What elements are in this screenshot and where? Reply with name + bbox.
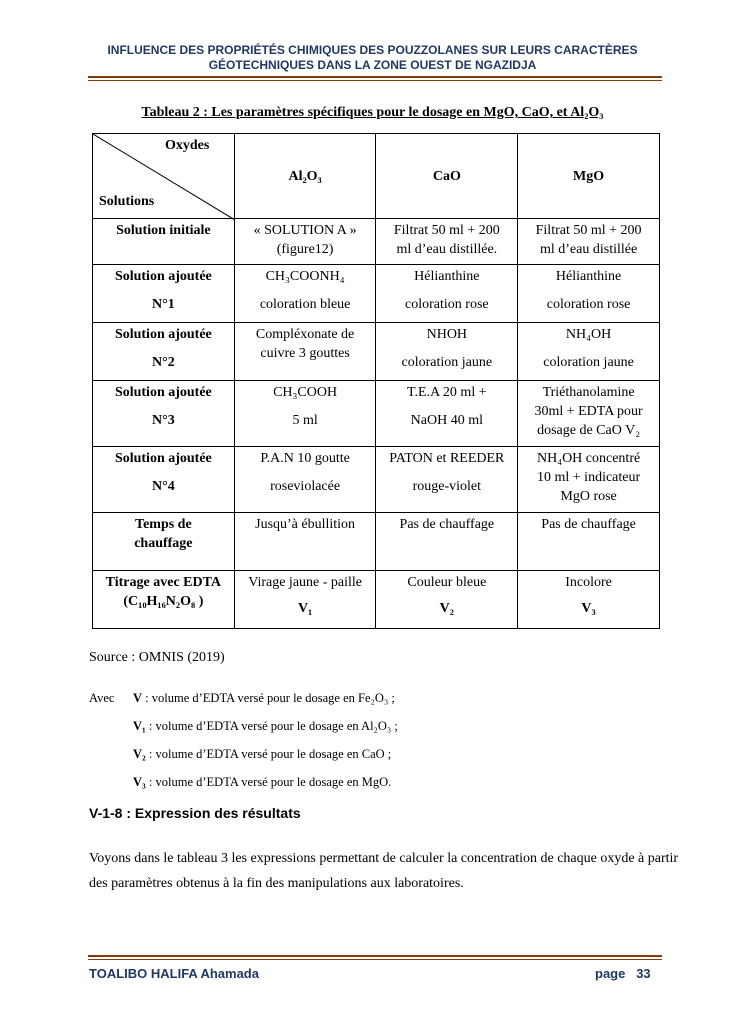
row-label-line: Solution ajoutée — [114, 451, 212, 466]
header-rule — [88, 76, 662, 78]
column-header: MgO — [518, 134, 660, 219]
cell-line: 5 ml — [292, 413, 318, 428]
cell-line: Filtrat 50 ml + 200 — [535, 223, 642, 238]
cell-line: ml d’eau distillée. — [396, 242, 498, 257]
cell-line: coloration rose — [546, 297, 631, 312]
row-label-line: chauffage — [134, 536, 193, 551]
parameters-table — [92, 133, 660, 629]
table-row — [93, 381, 660, 447]
table-cell — [234, 447, 376, 513]
table-cell — [518, 513, 660, 571]
column-header: CaO — [376, 134, 518, 219]
row-label — [93, 447, 235, 513]
cell-line: Pas de chauffage — [399, 517, 495, 532]
row-label — [93, 571, 235, 629]
header-line-2: GÉOTECHNIQUES DANS LA ZONE OUEST DE NGAZIDJA — [208, 58, 537, 72]
cell-line: Filtrat 50 ml + 200 — [393, 223, 500, 238]
page-number: 33 — [636, 966, 651, 981]
row-label — [93, 381, 235, 447]
table-cell — [234, 219, 376, 265]
row-label-line: Solution ajoutée — [114, 269, 212, 284]
footer-page — [595, 966, 651, 981]
table-cell — [518, 323, 660, 381]
legend-symbol: V₁ — [133, 719, 146, 733]
table-cell — [376, 219, 518, 265]
cell-line: P.A.N 10 goutte — [260, 451, 350, 466]
cell-line: Pas de chauffage — [541, 517, 636, 532]
cell-line: V₃ — [581, 601, 596, 616]
table-row — [93, 265, 660, 323]
legend-text: : volume d’EDTA versé pour le dosage en Fe₂O₃ ; — [142, 691, 395, 705]
cell-line: NHOH — [426, 327, 468, 342]
table-cell — [518, 571, 660, 629]
cell-line: ml d’eau distillée — [539, 242, 638, 257]
cell-line: Triéthanolamine — [542, 385, 635, 400]
table-header-row — [93, 134, 660, 219]
cell-line: Virage jaune - paille — [248, 575, 363, 590]
table-cell — [518, 381, 660, 447]
table-cell — [234, 265, 376, 323]
cell-line: Compléxonate de — [255, 327, 355, 342]
legend-symbol: V₂ — [133, 747, 146, 761]
table-caption: Tableau 2 : Les paramètres spécifiques pour le dosage en MgO, CaO, et Al₂O₃ — [141, 105, 604, 120]
header-line-1: INFLUENCE DES PROPRIÉTÉS CHIMIQUES DES POUZZOLANES SUR LEURS CARACTÈRES — [107, 43, 638, 57]
column-header: Al₂O₃ — [234, 134, 376, 219]
row-label-line: N°4 — [152, 479, 175, 494]
cell-line: 10 ml + indicateur — [537, 470, 641, 485]
table-cell — [376, 513, 518, 571]
cell-line: T.E.A 20 ml + — [407, 385, 487, 400]
cell-line: PATON et REEDER — [389, 451, 505, 466]
table-cell — [518, 447, 660, 513]
table-cell — [376, 265, 518, 323]
cell-line: Couleur bleue — [407, 575, 487, 590]
cell-line: (figure12) — [276, 242, 334, 257]
cell-line: rouge-violet — [412, 479, 482, 494]
legend-text: : volume d’EDTA versé pour le dosage en CaO ; — [145, 747, 392, 761]
legend-text: : volume d’EDTA versé pour le dosage en MgO. — [145, 775, 392, 789]
footer-rule-thin — [88, 959, 662, 960]
cell-line: cuivre 3 gouttes — [260, 346, 350, 361]
header-rule-thin — [88, 80, 662, 81]
legend-line — [89, 775, 391, 790]
table-cell — [518, 219, 660, 265]
cell-line: 30ml + EDTA pour — [534, 404, 643, 419]
cell-line: Hélianthine — [555, 269, 622, 284]
cell-line: CH₃COONH₄ — [265, 269, 345, 284]
table-cell — [376, 381, 518, 447]
page-label: page — [595, 966, 626, 981]
cell-line: NaOH 40 ml — [410, 413, 483, 428]
legend-line — [89, 719, 398, 734]
table-row — [93, 323, 660, 381]
footer-rule — [88, 955, 662, 957]
cell-line: Hélianthine — [414, 269, 480, 284]
cell-line: CH₃COOH — [273, 385, 338, 400]
row-label-line: Temps de — [135, 517, 192, 532]
table-cell — [376, 323, 518, 381]
row-label — [93, 265, 235, 323]
cell-line: V₂ — [439, 601, 454, 616]
table-cell — [376, 447, 518, 513]
cell-line: NH₄OH concentré — [536, 451, 641, 466]
table-cell — [234, 571, 376, 629]
cell-line: « SOLUTION A » — [253, 223, 357, 238]
corner-cell — [93, 134, 235, 219]
legend-symbol: V₃ — [133, 775, 146, 789]
cell-line: MgO rose — [560, 489, 617, 504]
running-header — [60, 43, 685, 73]
table-cell — [518, 265, 660, 323]
cell-line: NH₄OH — [565, 327, 612, 342]
row-label-line: Solution initiale — [116, 223, 211, 238]
legend-line — [89, 747, 391, 762]
row-label-line: N°1 — [152, 297, 175, 312]
footer-author: TOALIBO HALIFA Ahamada — [89, 966, 259, 981]
table-cell — [376, 571, 518, 629]
table-cell — [234, 513, 376, 571]
legend-symbol: V — [133, 691, 143, 705]
corner-oxydes: Oxydes — [165, 138, 210, 153]
row-label-line: (C₁₀H₁₆N₂O₈ ) — [123, 594, 204, 609]
corner-solutions: Solutions — [99, 194, 155, 209]
body-paragraph: Voyons dans le tableau 3 les expressions permettant de calculer la concentration de chaque oxyde à partir des paramètres obtenus à la fin des manipulations aux laboratoires. — [89, 851, 679, 891]
row-label-line: Titrage avec EDTA — [105, 575, 222, 590]
cell-line: V₁ — [297, 601, 313, 616]
table-cell — [234, 323, 376, 381]
legend-text: : volume d’EDTA versé pour le dosage en Al₂O₃ ; — [145, 719, 398, 733]
legend-prefix: Avec — [89, 691, 115, 705]
cell-line: coloration jaune — [401, 355, 493, 370]
table-row — [93, 447, 660, 513]
legend-line — [89, 691, 395, 706]
cell-line: coloration bleue — [259, 297, 351, 312]
table-body — [93, 219, 660, 629]
cell-line: coloration jaune — [543, 355, 634, 370]
row-label — [93, 513, 235, 571]
section-title: V-1-8 : Expression des résultats — [89, 805, 301, 821]
row-label-line: Solution ajoutée — [114, 385, 212, 400]
row-label-line: N°2 — [152, 355, 175, 370]
cell-line: dosage de CaO V₂ — [537, 423, 641, 438]
cell-line: roseviolacée — [270, 479, 341, 494]
cell-line: coloration rose — [405, 297, 489, 312]
row-label — [93, 219, 235, 265]
table-row — [93, 571, 660, 629]
row-label-line: N°3 — [152, 413, 175, 428]
table-row — [93, 219, 660, 265]
row-label — [93, 323, 235, 381]
table-row — [93, 513, 660, 571]
table-cell — [234, 381, 376, 447]
source-note: Source : OMNIS (2019) — [89, 650, 225, 665]
cell-line: Incolore — [565, 575, 612, 590]
cell-line: Jusqu’à ébullition — [255, 517, 356, 532]
row-label-line: Solution ajoutée — [114, 327, 212, 342]
